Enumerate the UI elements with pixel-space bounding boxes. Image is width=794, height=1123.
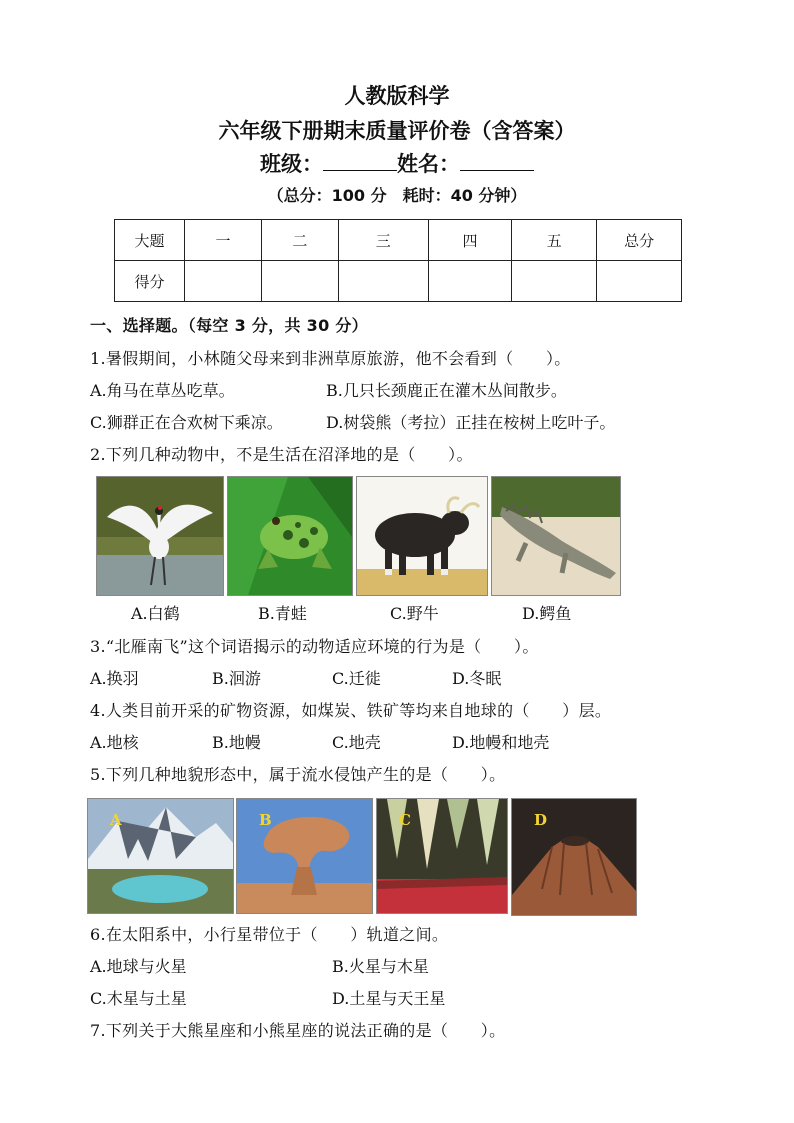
question-7-stem: 7.下列关于大熊星座和小熊星座的说法正确的是（ ）。 <box>90 1021 506 1040</box>
question-6-option-d: D.土星与天王星 <box>332 989 446 1008</box>
name-label: 姓名： <box>397 152 460 176</box>
table-cell: 四 <box>428 220 512 261</box>
class-label: 班级： <box>260 152 323 176</box>
score-table <box>114 219 682 302</box>
question-4-option-c: C.地壳 <box>332 733 381 752</box>
question-3-option-a: A.换羽 <box>90 669 139 688</box>
question-1-option-b: B.几只长颈鹿正在灌木丛间散步。 <box>326 381 567 400</box>
score-entry-cell[interactable] <box>185 261 262 302</box>
question-6-option-c: C.木星与土星 <box>90 989 187 1008</box>
glacier-lake-image <box>87 798 234 914</box>
table-cell: 总分 <box>597 220 682 261</box>
mushroom-rock-image <box>236 798 373 914</box>
table-cell: 大题 <box>115 220 185 261</box>
class-blank <box>323 152 397 171</box>
image-tag: A <box>110 811 122 829</box>
table-cell: 五 <box>512 220 597 261</box>
table-cell: 二 <box>261 220 338 261</box>
table-cell: 三 <box>338 220 428 261</box>
question-6-option-a: A.地球与火星 <box>90 957 187 976</box>
question-3-stem: 3.“北雁南飞”这个词语揭示的动物适应环境的行为是（ ）。 <box>90 637 539 656</box>
question-1-option-d: D.树袋熊（考拉）正挂在桉树上吃叶子。 <box>326 413 616 432</box>
table-cell: 得分 <box>115 261 185 302</box>
image-tag: B <box>259 811 272 829</box>
question-4-stem: 4.人类目前开采的矿物资源，如煤炭、铁矿等均来自地球的（ ）层。 <box>90 701 612 720</box>
question-6-stem: 6.在太阳系中，小行星带位于（ ）轨道之间。 <box>90 925 449 944</box>
image-tag: C <box>399 811 411 829</box>
question-6-option-b: B.火星与木星 <box>332 957 429 976</box>
question-1-stem: 1.暑假期间，小林随父母来到非洲草原旅游，他不会看到（ ）。 <box>90 349 571 368</box>
question-3-option-d: D.冬眠 <box>452 669 502 688</box>
score-entry-cell[interactable] <box>597 261 682 302</box>
image-tag: D <box>534 811 548 829</box>
image-caption: C.野牛 <box>390 604 439 623</box>
question-1-option-c: C.狮群正在合欢树下乘凉。 <box>90 413 283 432</box>
frog-image <box>227 476 353 596</box>
question-4-option-b: B.地幔 <box>212 733 261 752</box>
volcano-image <box>511 798 637 916</box>
question-4-option-a: A.地核 <box>90 733 139 752</box>
score-entry-cell[interactable] <box>512 261 597 302</box>
question-3-option-b: B.洄游 <box>212 669 261 688</box>
wild-ox-image <box>356 476 488 596</box>
score-entry-cell[interactable] <box>261 261 338 302</box>
student-info-line <box>0 148 794 178</box>
score-table-score-row <box>115 261 682 302</box>
crane-image <box>96 476 224 596</box>
image-caption: A.白鹤 <box>131 604 180 623</box>
crocodile-image <box>491 476 621 596</box>
score-entry-cell[interactable] <box>428 261 512 302</box>
question-4-option-d: D.地幔和地壳 <box>452 733 550 752</box>
section-heading: 一、选择题。（每空 3 分，共 30 分） <box>90 316 368 335</box>
page-subtitle: 六年级下册期末质量评价卷（含答案） <box>218 119 576 143</box>
score-entry-cell[interactable] <box>338 261 428 302</box>
karst-cave-image <box>376 798 508 914</box>
image-caption: B.青蛙 <box>258 604 307 623</box>
score-table-header-row <box>115 220 682 261</box>
exam-meta: （总分：100 分 耗时：40 分钟） <box>267 186 527 205</box>
question-1-option-a: A.角马在草丛吃草。 <box>90 381 235 400</box>
question-5-stem: 5.下列几种地貌形态中，属于流水侵蚀产生的是（ ）。 <box>90 765 506 784</box>
question-2-stem: 2.下列几种动物中，不是生活在沼泽地的是（ ）。 <box>90 445 473 464</box>
name-blank <box>460 152 534 171</box>
page-title: 人教版科学 <box>344 84 450 108</box>
image-caption: D.鳄鱼 <box>522 604 572 623</box>
question-3-option-c: C.迁徙 <box>332 669 381 688</box>
table-cell: 一 <box>185 220 262 261</box>
